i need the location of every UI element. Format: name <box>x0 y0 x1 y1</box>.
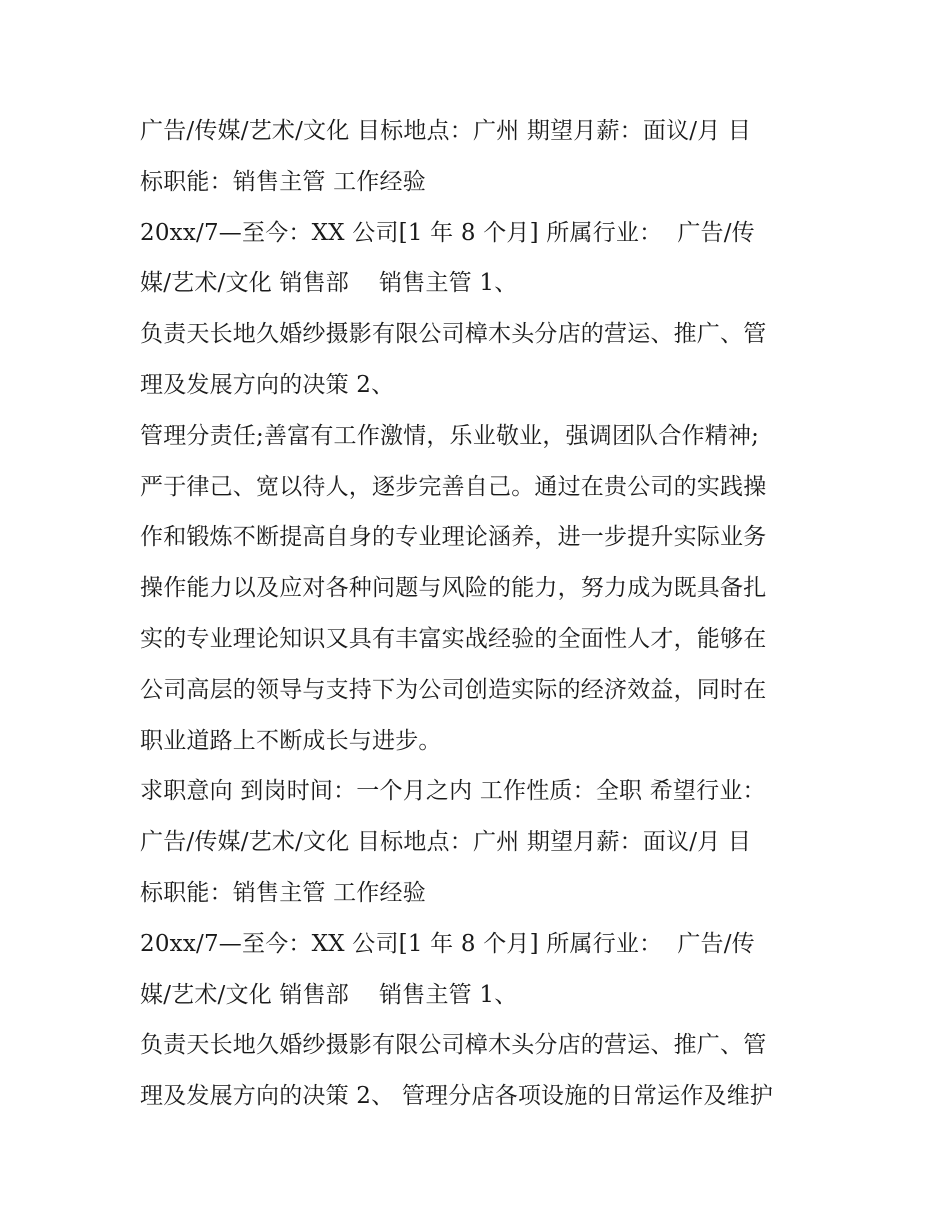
text-line: 理及发展方向的决策 2、 管理分店各项设施的日常运作及维护 <box>140 1083 774 1110</box>
text-line: 媒/艺术/文化 销售部 销售主管 1、 <box>140 981 518 1008</box>
text-line: 标职能：销售主管 工作经验 <box>140 168 426 195</box>
text-line: 理及发展方向的决策 2、 <box>140 371 395 398</box>
text-line: 求职意向 到岗时间：一个月之内 工作性质：全职 希望行业： <box>140 778 766 805</box>
document-body <box>140 106 820 1122</box>
text-line: 严于律己、宽以待人，逐步完善自己。通过在贵公司的实践操 <box>140 473 767 500</box>
text-line: 20xx/7—至今：XX 公司[1 年 8 个月] 所属行业： 广告/传 <box>140 930 755 957</box>
text-line: 广告/传媒/艺术/文化 目标地点：广州 期望月薪：面议/月 目 <box>140 829 752 856</box>
text-line: 职业道路上不断成长与进步。 <box>140 727 442 754</box>
text-line: 20xx/7—至今：XX 公司[1 年 8 个月] 所属行业： 广告/传 <box>140 219 755 246</box>
text-line: 管理分责任;善富有工作激情，乐业敬业，强调团队合作精神; <box>140 422 760 449</box>
text-line: 作和锻炼不断提高自身的专业理论涵养，进一步提升实际业务 <box>140 524 767 551</box>
text-line: 负责天长地久婚纱摄影有限公司樟木头分店的营运、推广、管 <box>140 1032 767 1059</box>
text-line: 媒/艺术/文化 销售部 销售主管 1、 <box>140 270 518 297</box>
text-line: 实的专业理论知识又具有丰富实战经验的全面性人才，能够在 <box>140 625 767 652</box>
text-line: 负责天长地久婚纱摄影有限公司樟木头分店的营运、推广、管 <box>140 321 767 348</box>
text-line: 广告/传媒/艺术/文化 目标地点：广州 期望月薪：面议/月 目 <box>140 118 752 144</box>
text-line: 公司高层的领导与支持下为公司创造实际的经济效益，同时在 <box>140 676 767 703</box>
text-line: 操作能力以及应对各种问题与风险的能力，努力成为既具备扎 <box>140 575 767 602</box>
text-line: 标职能：销售主管 工作经验 <box>140 879 426 906</box>
